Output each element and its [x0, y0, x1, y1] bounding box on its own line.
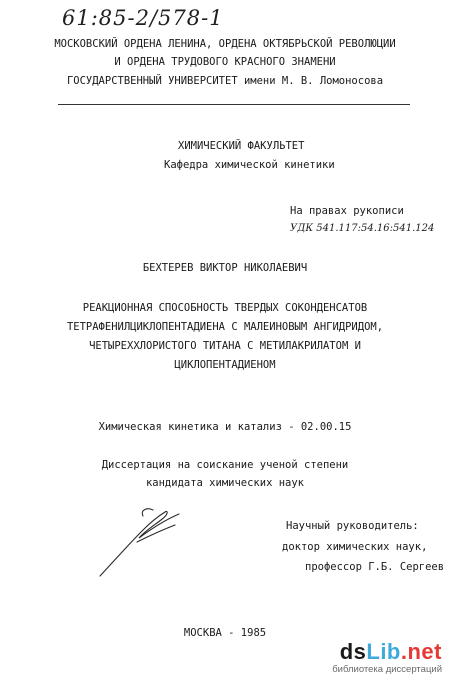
department-name: Кафедра химической кинетики	[164, 159, 335, 171]
watermark-tagline: библиотека диссертаций	[332, 664, 442, 675]
dissertation-line-1: Диссертация на соискание ученой степени	[101, 459, 349, 471]
university-line-2: И ОРДЕНА ТРУДОВОГО КРАСНОГО ЗНАМЕНИ	[114, 56, 336, 68]
rights-notice: На правах рукописи	[290, 205, 404, 217]
signature-stroke	[100, 509, 179, 576]
author-name: БЕХТЕРЕВ ВИКТОР НИКОЛАЕВИЧ	[142, 262, 308, 274]
header-divider	[58, 104, 410, 105]
supervisor-degree: доктор химических наук,	[282, 541, 428, 553]
watermark-logo	[340, 639, 442, 665]
supervisor-label: Научный руководитель:	[286, 520, 419, 532]
udk-code: УДК 541.117:54.16:541.124	[290, 223, 435, 234]
place-year: МОСКВА - 1985	[183, 627, 267, 639]
university-line-1: МОСКОВСКИЙ ОРДЕНА ЛЕНИНА, ОРДЕНА ОКТЯБРЬСКОЙ РЕВОЛЮЦИИ	[54, 38, 396, 50]
title-line-2: ТЕТРАФЕНИЛЦИКЛОПЕНТАДИЕНА С МАЛЕИНОВЫМ АНГИДРИДОМ,	[66, 321, 384, 333]
faculty-name: ХИМИЧЕСКИЙ ФАКУЛЬТЕТ	[178, 140, 305, 152]
supervisor-name: профессор Г.Б. Сергеев	[305, 561, 445, 573]
title-line-4: ЦИКЛОПЕНТАДИЕНОМ	[174, 359, 276, 371]
dslib-watermark	[330, 637, 442, 677]
logo-ds: dsLib.net	[339, 639, 442, 664]
signature	[95, 498, 187, 584]
archive-number: 61:85-2/578-1	[62, 6, 224, 30]
title-line-1: РЕАКЦИОННАЯ СПОСОБНОСТЬ ТВЕРДЫХ СОКОНДЕНСАТОВ	[82, 302, 368, 314]
dissertation-line-2: кандидата химических наук	[145, 477, 305, 489]
specialty: Химическая кинетика и катализ - 02.00.15	[98, 421, 352, 433]
university-line-3: ГОСУДАРСТВЕННЫЙ УНИВЕРСИТЕТ имени М. В. Ломоносова	[66, 75, 384, 87]
title-line-3: ЧЕТЫРЕХХЛОРИСТОГО ТИТАНА С МЕТИЛАКРИЛАТОМ И	[89, 340, 361, 352]
